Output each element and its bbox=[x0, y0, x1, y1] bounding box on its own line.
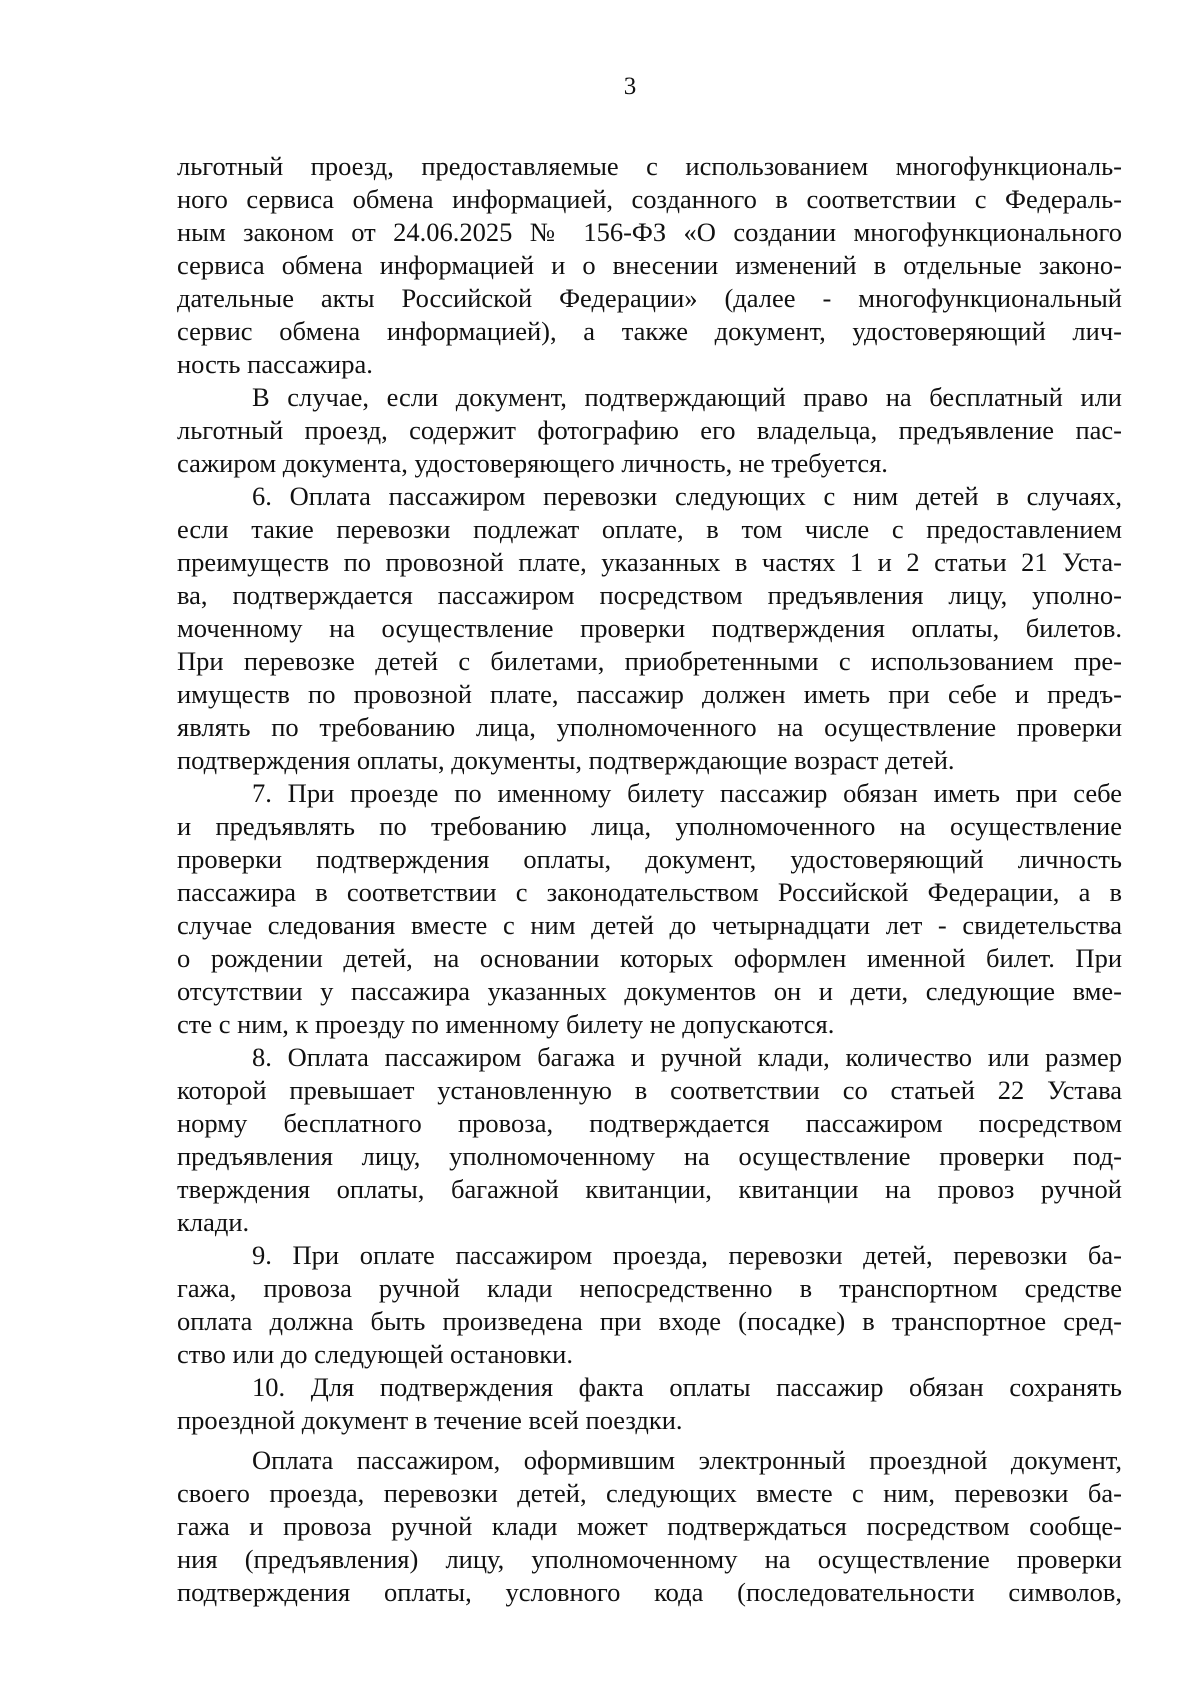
text-line: являть по требованию лица, уполномоченного на осуществление проверки bbox=[177, 712, 1122, 742]
text-line: сервис обмена информацией), а также документ, удостоверяющий лич- bbox=[177, 316, 1122, 346]
text-line: сажиром документа, удостоверяющего личность, не требуется. bbox=[177, 448, 888, 478]
text-line: имуществ по провозной плате, пассажир должен иметь при себе и предъ- bbox=[177, 679, 1122, 709]
text-line: проездной документ в течение всей поездки. bbox=[177, 1405, 683, 1435]
text-line: клади. bbox=[177, 1207, 250, 1237]
text-line: предъявления лицу, уполномоченному на осуществление проверки под- bbox=[177, 1141, 1122, 1171]
text-line: о рождении детей, на основании которых оформлен именной билет. При bbox=[177, 943, 1122, 973]
text-line: случае следования вместе с ним детей до четырнадцати лет - свидетельства bbox=[177, 910, 1122, 940]
text-line: 8. Оплата пассажиром багажа и ручной клади, количество или размер bbox=[252, 1042, 1122, 1072]
text-line: подтверждения оплаты, условного кода (последовательности символов, bbox=[177, 1577, 1122, 1607]
text-line: льготный проезд, предоставляемые с использованием многофункциональ- bbox=[177, 151, 1122, 181]
text-line: проверки подтверждения оплаты, документ, удостоверяющий личность bbox=[177, 844, 1122, 874]
text-line: отсутствии у пассажира указанных документов он и дети, следующие вме- bbox=[177, 976, 1122, 1006]
text-line: ва, подтверждается пассажиром посредством предъявления лицу, уполно- bbox=[177, 580, 1122, 610]
text-line: При перевозке детей с билетами, приобретенными с использованием пре- bbox=[177, 646, 1122, 676]
text-line: Оплата пассажиром, оформившим электронный проездной документ, bbox=[252, 1445, 1122, 1475]
text-line: которой превышает установленную в соответствии со статьей 22 Устава bbox=[177, 1075, 1122, 1105]
text-line: тверждения оплаты, багажной квитанции, квитанции на провоз ручной bbox=[177, 1174, 1122, 1204]
page-number: 3 bbox=[623, 73, 637, 100]
text-line: 7. При проезде по именному билету пассажир обязан иметь при себе bbox=[252, 778, 1122, 808]
text-line: подтверждения оплаты, документы, подтверждающие возраст детей. bbox=[177, 745, 955, 775]
text-line: ным законом от 24.06.2025 № 156-ФЗ «О создании многофункционального bbox=[177, 217, 1122, 247]
text-line: 9. При оплате пассажиром проезда, перевозки детей, перевозки ба- bbox=[252, 1240, 1122, 1270]
text-line: ния (предъявления) лицу, уполномоченному на осуществление проверки bbox=[177, 1544, 1122, 1574]
text-line: льготный проезд, содержит фотографию его владельца, предъявление пас- bbox=[177, 415, 1122, 445]
text-line: дательные акты Российской Федерации» (далее - многофункциональный bbox=[177, 283, 1122, 313]
text-line: гажа и провоза ручной клади может подтверждаться посредством сообще- bbox=[177, 1511, 1122, 1541]
text-line: В случае, если документ, подтверждающий право на бесплатный или bbox=[252, 382, 1122, 412]
body-text bbox=[177, 150, 1122, 1609]
text-line: и предъявлять по требованию лица, уполномоченного на осуществление bbox=[177, 811, 1122, 841]
text-line: норму бесплатного провоза, подтверждается пассажиром посредством bbox=[177, 1108, 1122, 1138]
text-line: ного сервиса обмена информацией, созданного в соответствии с Федераль- bbox=[177, 184, 1122, 214]
text-line: ность пассажира. bbox=[177, 349, 373, 379]
text-line: моченному на осуществление проверки подтверждения оплаты, билетов. bbox=[177, 613, 1122, 643]
text-line: пассажира в соответствии с законодательством Российской Федерации, а в bbox=[177, 877, 1122, 907]
text-line: преимуществ по провозной плате, указанных в частях 1 и 2 статьи 21 Уста- bbox=[177, 547, 1122, 577]
text-line: если такие перевозки подлежат оплате, в том числе с предоставлением bbox=[177, 514, 1122, 544]
text-line: гажа, провоза ручной клади непосредственно в транспортном средстве bbox=[177, 1273, 1122, 1303]
text-line: оплата должна быть произведена при входе (посадке) в транспортное сред- bbox=[177, 1306, 1122, 1336]
text-line: своего проезда, перевозки детей, следующих вместе с ним, перевозки ба- bbox=[177, 1478, 1122, 1508]
text-line: 10. Для подтверждения факта оплаты пассажир обязан сохранять bbox=[252, 1372, 1122, 1402]
text-line: ство или до следующей остановки. bbox=[177, 1339, 573, 1369]
text-line: 6. Оплата пассажиром перевозки следующих с ним детей в случаях, bbox=[252, 481, 1122, 511]
text-line: сервиса обмена информацией и о внесении изменений в отдельные законо- bbox=[177, 250, 1122, 280]
text-line: сте с ним, к проезду по именному билету не допускаются. bbox=[177, 1009, 835, 1039]
